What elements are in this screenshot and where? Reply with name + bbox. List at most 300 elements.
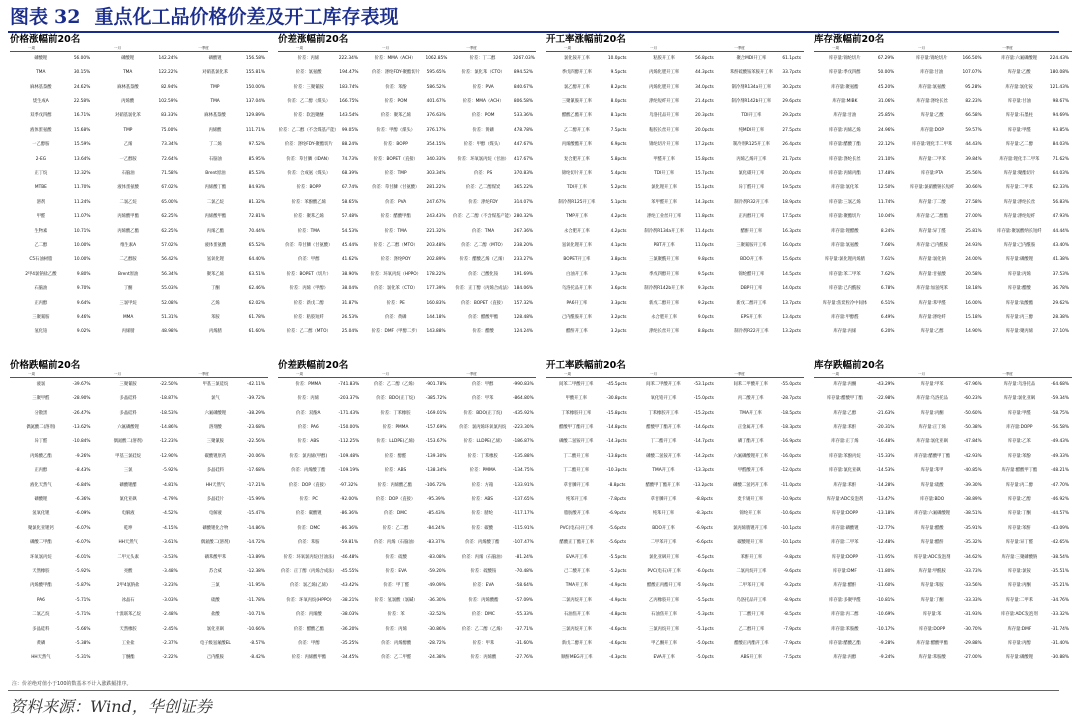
- item-name: 三聚氰胺: [32, 314, 50, 320]
- item-change: -106.72%: [425, 482, 446, 488]
- item-name: 价差：氯丙烯(甲醇): [289, 453, 328, 459]
- item-change: 27.5pcts: [782, 127, 801, 133]
- item-change: 24.62%: [73, 84, 91, 90]
- item-change: -21.63%: [876, 410, 895, 416]
- item-change: 22.58%: [73, 99, 91, 105]
- item-name: 硫酸: [211, 597, 220, 603]
- item-change: 25.81%: [965, 228, 982, 234]
- table-row: [10, 450, 268, 464]
- item-change: 840.67%: [513, 84, 533, 90]
- item-name: 库存量:DOP: [920, 127, 944, 133]
- table-row: [278, 196, 536, 210]
- item-change: 73.34%: [161, 142, 178, 148]
- item-name: 亮酸: [123, 568, 133, 574]
- item-change: 1062.85%: [425, 55, 448, 61]
- item-change: 180.08%: [1049, 70, 1070, 76]
- item-name: 电子级氢氟酸EL: [199, 640, 231, 646]
- item-change: -9.26%: [75, 453, 91, 459]
- item-change: -8.5pcts: [783, 612, 801, 618]
- item-name: PA6: [36, 597, 45, 603]
- item-name: 价差：甲苯: [472, 640, 495, 646]
- item-change: 222.34%: [338, 55, 358, 61]
- item-name: 库存量:乌洛托品: [1003, 381, 1036, 387]
- item-name: 价差：丙烯酸: [296, 612, 322, 618]
- item-name: 液体蛋氨酸: [204, 242, 227, 248]
- item-change: 33.7pcts: [782, 70, 801, 76]
- item-name: 磷酸锂: [34, 497, 48, 503]
- table-row: [278, 95, 536, 109]
- item-change: -30.86%: [427, 626, 446, 632]
- item-change: -990.83%: [512, 381, 534, 387]
- item-change: -4.6pcts: [609, 640, 627, 646]
- item-change: 52.08%: [161, 300, 178, 306]
- item-name: 库存量:丙醇: [1007, 640, 1031, 646]
- item-change: 10.00%: [74, 242, 91, 248]
- item-name: 丁苯橡胶开工率: [648, 410, 679, 416]
- item-change: -39.67%: [72, 381, 91, 387]
- item-change: 143.54%: [339, 113, 359, 119]
- item-change: -9.28%: [879, 640, 895, 646]
- item-name: 价差：醋酸甲酯: [468, 314, 499, 320]
- table-row: [278, 225, 536, 239]
- item-name: 丁二酸开工率: [563, 453, 590, 459]
- item-name: 库存量:苯: [922, 612, 942, 618]
- item-name: 电解液: [121, 511, 135, 517]
- panel-title: 价格涨幅前20名: [10, 34, 81, 45]
- panel-title: 库存涨幅前20名: [814, 34, 885, 45]
- item-name: 石油焦开工率: [651, 612, 678, 618]
- item-name: 库存量:乙二醇: [1005, 142, 1033, 148]
- table-row: [814, 210, 1072, 224]
- item-change: 50.00%: [877, 70, 895, 76]
- item-change: 67.02%: [161, 185, 178, 191]
- item-change: -13.47%: [876, 497, 895, 503]
- column-header: 一季度: [198, 372, 209, 376]
- table-row: [546, 623, 804, 637]
- table-row: [278, 565, 536, 579]
- item-name: 甲酸开工率: [565, 396, 588, 402]
- column-header: 一周: [27, 46, 36, 50]
- item-change: -45.5pcts: [606, 381, 627, 387]
- item-change: 44.43%: [965, 142, 982, 148]
- item-change: 9.46%: [76, 314, 91, 320]
- table-row: [278, 110, 536, 124]
- item-name: 库存量:乙酸: [1007, 70, 1031, 76]
- item-change: -58.64%: [515, 583, 533, 589]
- item-name: 库存量:己内酰胺: [1003, 242, 1036, 248]
- item-change: -31.40%: [1051, 640, 1069, 646]
- item-name: 乙二醇开工率: [738, 626, 765, 632]
- item-name: 库存量:加氢纯苯: [916, 286, 948, 292]
- item-change: -4.9pcts: [609, 583, 627, 589]
- item-name: 库存量:丙酮: [920, 410, 944, 416]
- item-name: 涤纶长丝开工率: [649, 329, 680, 335]
- item-change: -5.5pcts: [696, 597, 714, 603]
- item-change: 81.32%: [248, 199, 265, 205]
- item-name: 库存量:乙醇: [1007, 497, 1031, 503]
- item-change: -27.00%: [963, 655, 982, 661]
- item-name: 氢化铂: [34, 329, 48, 335]
- item-name: 制冷剂R134a开工率: [644, 228, 684, 234]
- item-change: -55.0pcts: [780, 381, 802, 387]
- item-name: 三聚氰胺开工率: [736, 242, 767, 248]
- table-row: [10, 52, 268, 66]
- item-name: 麻林基萘酸: [30, 84, 52, 90]
- item-name: 乙烯: [211, 300, 220, 306]
- item-name: 价差：乙二醇: [382, 525, 409, 531]
- item-name: 丁酮: [123, 286, 133, 292]
- item-change: 27.10%: [1052, 329, 1069, 335]
- item-name: 库存量:聚酯切片: [1003, 171, 1036, 177]
- item-change: -10.3pcts: [606, 468, 627, 474]
- item-change: 314.07%: [513, 199, 534, 205]
- item-name: 丁酮: [211, 286, 220, 292]
- item-name: 库存量:氯化铵: [1005, 84, 1033, 90]
- item-name: 天然橡胶: [32, 568, 50, 574]
- item-name: 库存量:醋酸: [920, 525, 944, 531]
- item-change: 128.48%: [513, 314, 534, 320]
- item-change: -13.89%: [247, 554, 265, 560]
- table-row: [814, 297, 1072, 311]
- item-change: -3.53%: [162, 554, 178, 560]
- item-name: 价差：环氧丙烷(HPPO): [286, 597, 332, 603]
- item-name: 库存量:醋酸甲酯: [916, 640, 948, 646]
- item-name: 价差：丙烯（甲醇）: [289, 286, 329, 292]
- figure-title-text: 重点化工品价格价差及开工库存表现: [94, 6, 399, 28]
- item-change: -9.2pcts: [783, 583, 801, 589]
- item-name: 价差：涤纶FDY-聚酯切片: [284, 142, 333, 148]
- item-change: 3.3pcts: [610, 300, 627, 306]
- item-name: 二甲苯开工率: [650, 540, 677, 546]
- item-change: -70.48%: [515, 568, 533, 574]
- item-name: 三氯丙烷开工率: [561, 626, 592, 632]
- item-change: 3.7pcts: [610, 271, 627, 277]
- item-name: 磷酸锂: [34, 55, 48, 61]
- item-change: 37.53%: [1052, 271, 1069, 277]
- item-change: 166.75%: [339, 99, 359, 105]
- item-change: -15.47%: [247, 511, 265, 517]
- item-change: -35.25%: [340, 640, 359, 646]
- table-row: [10, 464, 268, 478]
- item-name: 二氯乙烷: [32, 612, 50, 618]
- item-name: 六氟磷酸锂: [117, 425, 139, 431]
- table-row: [814, 479, 1072, 493]
- table-row: [278, 378, 536, 392]
- item-change: -10.71%: [247, 612, 265, 618]
- item-change: 11.74%: [878, 199, 895, 205]
- item-change: 30.2pcts: [782, 84, 801, 90]
- item-name: 氯化碳开工率: [738, 171, 765, 177]
- item-change: -17.68%: [247, 468, 265, 474]
- item-change: -11.78%: [247, 597, 265, 603]
- item-change: -15.2pcts: [693, 410, 714, 416]
- item-name: 价差：乙二醇（MTO）: [286, 329, 331, 335]
- item-change: 74.73%: [341, 156, 359, 162]
- table-row: [814, 95, 1072, 109]
- item-change: 129.89%: [245, 113, 265, 119]
- item-name: 库存量:二甲苯: [831, 540, 859, 546]
- item-change: -901.78%: [425, 381, 447, 387]
- item-name: 正丙醇: [34, 300, 48, 306]
- table-row: [10, 579, 268, 593]
- table-row: [10, 153, 268, 167]
- item-name: MTBE: [34, 185, 47, 191]
- item-change: -5.87%: [75, 583, 91, 589]
- item-name: 库存量:异丁醛: [918, 228, 946, 234]
- item-change: 10.0pcts: [607, 55, 627, 61]
- item-name: 价差：丙烯（石脑油）: [461, 554, 505, 560]
- item-change: -10.1pcts: [781, 540, 802, 546]
- item-change: -7.9pcts: [783, 626, 801, 632]
- item-change: -6.9pcts: [608, 511, 627, 517]
- item-name: 库存量:醋酐: [920, 540, 944, 546]
- item-name: 库存量:氯化钠: [918, 257, 946, 263]
- item-change: -5.0pcts: [696, 655, 714, 661]
- item-name: 间苯二甲酸开工率: [733, 381, 768, 387]
- panel-title: 价差跌幅前20名: [278, 360, 349, 371]
- item-name: 氢氧化锂开工率: [561, 242, 592, 248]
- item-name: 价差：三聚氰胺: [293, 84, 324, 90]
- table-row: [546, 110, 804, 124]
- item-change: -50.38%: [963, 425, 982, 431]
- item-name: 维生素A: [120, 242, 137, 248]
- item-change: -5.66%: [75, 626, 91, 632]
- item-name: 库存量:醋酐: [833, 583, 857, 589]
- item-name: 价差：黄磷: [472, 127, 494, 133]
- item-name: 库存量:ADC发泡剂: [1001, 612, 1038, 618]
- table-row: [278, 637, 536, 651]
- item-name: 库存量:二甲苯: [1005, 597, 1033, 603]
- item-change: 11.24%: [74, 199, 91, 205]
- item-name: 锦纶醋开工率: [738, 271, 765, 277]
- item-change: -18.5pcts: [780, 410, 802, 416]
- item-change: 57.48%: [341, 214, 359, 220]
- item-change: 9.5pcts: [697, 271, 714, 277]
- item-change: 71.58%: [161, 171, 178, 177]
- item-name: 季戊四醇开工率: [561, 70, 592, 76]
- item-change: 9.80%: [76, 271, 91, 277]
- item-change: 243.43%: [426, 214, 446, 220]
- item-name: 甲醛开工率: [653, 156, 675, 162]
- table-row: [10, 81, 268, 95]
- item-change: 68.39%: [341, 171, 359, 177]
- item-name: 十溴联苯乙烷: [115, 612, 142, 618]
- item-name: 库存量:甲醛: [1007, 410, 1031, 416]
- item-change: -14.3pcts: [606, 439, 627, 445]
- column-header: 一季度: [466, 372, 477, 376]
- item-change: 17.48%: [878, 171, 895, 177]
- item-change: -59.34%: [1051, 396, 1069, 402]
- item-name: 氯化铵开工率: [564, 55, 590, 61]
- item-name: 库存量:甘氨酸: [918, 271, 946, 277]
- item-change: -5.0pcts: [696, 640, 714, 646]
- table-row: [546, 392, 804, 406]
- item-name: 分散黑: [34, 410, 48, 416]
- item-change: 183.74%: [339, 84, 359, 90]
- item-change: 233.27%: [513, 257, 534, 263]
- item-change: 18.9pcts: [782, 199, 801, 205]
- item-name: 价差：醋酸乙酯: [293, 626, 324, 632]
- item-name: 库存量:醋酸丁酯: [829, 142, 861, 148]
- table-row: [10, 637, 268, 651]
- item-name: 苏合威: [208, 568, 222, 574]
- item-change: -6.5pcts: [696, 554, 714, 560]
- item-change: 66.58%: [965, 113, 982, 119]
- item-name: 多晶硅片: [206, 497, 224, 503]
- item-name: 磷酸二氢铵开工率: [559, 439, 594, 445]
- item-change: 18.18%: [965, 286, 982, 292]
- item-change: -20.06%: [247, 453, 265, 459]
- item-change: 5.1pcts: [610, 199, 627, 205]
- item-name: 价差：丙烯（石脑油）: [374, 540, 417, 546]
- figure-number: 32: [54, 6, 81, 28]
- item-change: -42.65%: [1051, 540, 1069, 546]
- item-change: -43.42%: [340, 583, 359, 589]
- item-change: 137.04%: [245, 99, 266, 105]
- item-name: 环氧氯丙烷: [30, 554, 52, 560]
- item-name: 永合肥开工率: [651, 314, 678, 320]
- item-change: -33.73%: [963, 568, 982, 574]
- table-row: [10, 95, 268, 109]
- item-name: 黄磷: [36, 640, 46, 646]
- item-name: 库存量:异丁醛: [1005, 540, 1033, 546]
- item-name: 价差：PS: [474, 171, 493, 177]
- item-change: -171.43%: [338, 410, 360, 416]
- item-name: 价差：丁苯橡胶: [467, 453, 498, 459]
- table-row: [814, 52, 1072, 66]
- item-name: 价差：POM: [384, 99, 408, 105]
- item-change: 6.51%: [880, 300, 895, 306]
- item-change: -30.70%: [963, 626, 982, 632]
- item-change: 478.78%: [513, 127, 534, 133]
- item-change: 224.43%: [1049, 55, 1070, 61]
- item-change: -133.91%: [513, 482, 534, 488]
- item-name: 价差：DOP（直接）: [288, 482, 329, 488]
- column-header: [407, 372, 450, 377]
- item-change: -30.88%: [1051, 655, 1069, 661]
- item-name: 库存量:苯甲醛: [918, 300, 946, 306]
- item-name: 甲基三氯硅烷: [202, 381, 229, 387]
- item-name: 白油开工率: [566, 271, 588, 277]
- item-change: 8.24%: [880, 228, 895, 234]
- item-change: 27.00%: [965, 214, 982, 220]
- item-change: 370.83%: [513, 171, 534, 177]
- item-change: 65.00%: [161, 199, 178, 205]
- item-change: 102.59%: [158, 99, 178, 105]
- item-name: 苯胺: [211, 314, 220, 320]
- item-name: 价差：PMMA: [382, 425, 409, 431]
- item-name: 磷酸锂醋: [119, 482, 137, 488]
- item-change: 122.22%: [158, 70, 178, 76]
- item-change: 58.65%: [341, 199, 359, 205]
- table-row: [546, 464, 804, 478]
- item-change: 8.0pcts: [610, 99, 627, 105]
- item-change: -14.6pcts: [693, 425, 714, 431]
- item-change: -31.60%: [515, 640, 533, 646]
- column-header: [857, 372, 900, 377]
- item-change: -8.42%: [249, 655, 265, 661]
- item-name: 库存量:乙苯: [1007, 439, 1031, 445]
- item-name: 价差：碳酸: [471, 525, 494, 531]
- item-name: 碳酸锂开工率: [737, 540, 764, 546]
- item-name: 库存量:DMF: [1007, 626, 1032, 632]
- item-change: 82.23%: [965, 99, 982, 105]
- item-change: 203.48%: [426, 242, 446, 248]
- item-change: 7.66%: [880, 242, 895, 248]
- item-name: 价差：PMMA: [469, 468, 496, 474]
- item-change: -15.99%: [247, 497, 265, 503]
- item-change: -741.83%: [338, 381, 360, 387]
- table-row: [814, 311, 1072, 325]
- column-header: 一月: [381, 46, 390, 50]
- item-change: -139.30%: [425, 453, 447, 459]
- item-name: 库存量:PTA: [921, 171, 944, 177]
- item-change: -10.81%: [876, 597, 895, 603]
- column-header: [675, 46, 718, 51]
- item-name: 价差：粘胶短纤: [293, 314, 324, 320]
- item-change: 83.33%: [161, 113, 178, 119]
- item-name: 价差：PA6: [297, 425, 319, 431]
- item-name: 乌洛托品开工率: [649, 113, 680, 119]
- item-name: 价差：正丁醇（丙烯合成法）: [280, 568, 337, 574]
- item-change: -38.89%: [963, 497, 982, 503]
- item-name: 库存量:钛酸酯: [1005, 300, 1033, 306]
- item-change: 15.1pcts: [695, 185, 714, 191]
- item-name: 库存量:硫酸: [920, 482, 944, 488]
- item-name: 氢氧化锂: [206, 257, 224, 263]
- item-name: 制冷剂R22开工率: [734, 329, 769, 335]
- item-name: EVA开工率: [653, 655, 675, 661]
- item-change: 30.15%: [73, 70, 91, 76]
- item-change: 64.40%: [248, 257, 265, 263]
- item-change: 121.43%: [1049, 84, 1069, 90]
- item-change: 586.52%: [426, 84, 446, 90]
- item-name: 库存量:六氟磷酸锂: [914, 511, 951, 517]
- item-name: 磷酸锂化合物: [202, 525, 229, 531]
- column-header: 一月: [113, 46, 122, 50]
- item-name: 库存量:锂化丰二甲苯: [999, 156, 1040, 162]
- item-change: -22.50%: [159, 381, 178, 387]
- column-header: [225, 372, 268, 377]
- item-change: 67.29%: [877, 55, 895, 61]
- column-header: [53, 372, 96, 377]
- column-header: [493, 372, 536, 377]
- item-change: 3.6pcts: [610, 286, 627, 292]
- item-name: 价差：DMC: [471, 612, 495, 618]
- item-change: 8.1pcts: [610, 113, 627, 119]
- item-name: 涤纶短纤开工率: [649, 99, 680, 105]
- table-row: [278, 282, 536, 296]
- item-name: 生物素: [34, 228, 48, 234]
- item-name: 二乙醇胺: [119, 257, 137, 263]
- item-name: 制冷剂R142b开工率: [644, 286, 684, 292]
- item-change: -83.37%: [426, 540, 445, 546]
- item-change: 3267.03%: [512, 55, 535, 61]
- item-name: 丙烯酸乙酯: [117, 228, 139, 234]
- item-change: 34.0pcts: [695, 84, 714, 90]
- table-row: [814, 522, 1072, 536]
- item-name: 乙二醇: [34, 242, 48, 248]
- table-row: [814, 253, 1072, 267]
- item-change: 43.40%: [1052, 242, 1069, 248]
- item-change: 7.62%: [880, 271, 895, 277]
- item-change: 11.07%: [74, 214, 91, 220]
- item-change: -3.48%: [162, 568, 178, 574]
- item-name: 石脑油: [208, 156, 222, 162]
- item-change: 75.00%: [161, 127, 178, 133]
- item-change: 4.2pcts: [610, 214, 627, 220]
- item-change: -33.33%: [963, 597, 982, 603]
